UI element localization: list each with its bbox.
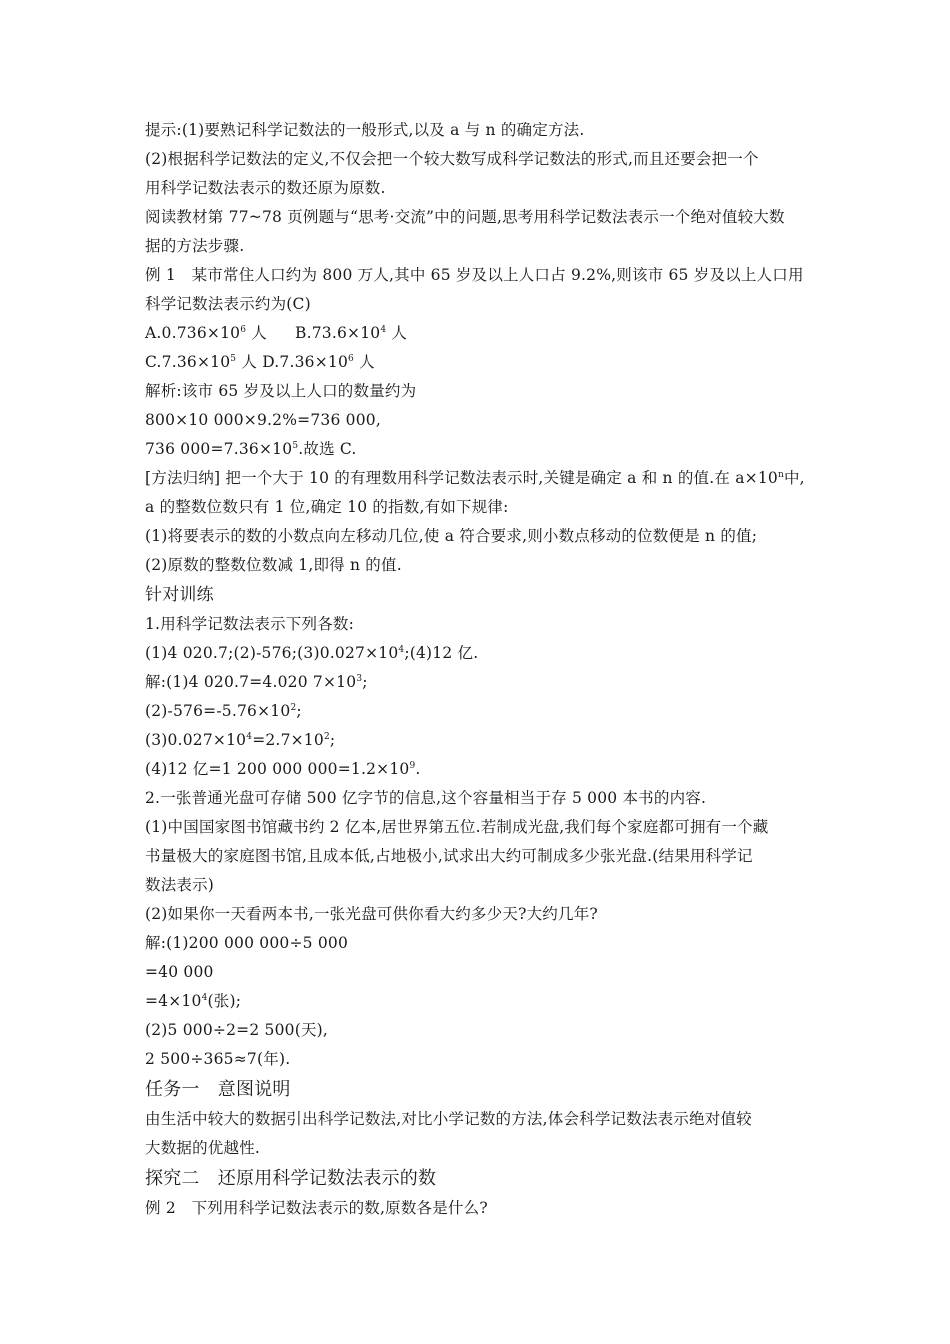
training-q1-items: (1)4 $020.7;(2)-576;(3)0.027\times 10^4;(4)12$ 亿. <box>145 644 479 662</box>
training-a2-2: =40 000 <box>145 963 214 981</box>
option-a: $A.0.736\times 10^6$ 人 <box>145 324 267 342</box>
method-line-1: [方法归纳] 把一个大于 10 的有理数用科学记数法表示时,关键是确定 a 和 n 的值.在 $a\times 10^n$中, <box>145 469 805 487</box>
training-a1-2: $(2)-576=-5.76\times 10^2$; <box>145 702 302 720</box>
option-c: $C.7.36\times 10^5$ 人 <box>145 353 258 371</box>
example1-solution-3: 736 $000=7.36\times 10^5$.故选 C. <box>145 440 357 458</box>
training-a1-4: (4)12 亿=1 200 000 $000=1.2\times 10^9$. <box>145 760 421 778</box>
hint-line-1: 提示:(1)要熟记科学记数法的一般形式,以及 a 与 n 的确定方法. <box>145 121 585 139</box>
training-q1: 1.用科学记数法表示下列各数: <box>145 615 355 633</box>
example1-line-1: 例 1 某市常住人口约为 800 万人,其中 65 岁及以上人口占 9.2%,则该市 65 岁及以上人口用 <box>145 266 804 284</box>
training-q2-2: (2)如果你一天看两本书,一张光盘可供你看大约多少天?大约几年? <box>145 905 598 923</box>
example1-solution-1: 解析:该市 65 岁及以上人口的数量约为 <box>145 382 417 400</box>
training-a1-3: $(3)0.027\times 10^4=2.7\times 10^2$; <box>145 731 336 749</box>
training-a2-1: 解:(1)200 000 000÷5 000 <box>145 934 349 952</box>
training-title: 针对训练 <box>145 585 214 605</box>
document-content <box>145 116 815 1223</box>
training-a2-3: $=4\times 10^4$(张); <box>145 992 242 1010</box>
method-line-4: (2)原数的整数位数减 1,即得 n 的值. <box>145 556 402 574</box>
task1-line-1: 由生活中较大的数据引出科学记数法,对比小学记数的方法,体会科学记数法表示绝对值较 <box>145 1110 752 1128</box>
training-q2-1-line-2: 书量极大的家庭图书馆,且成本低,占地极小,试求出大约可制成多少张光盘.(结果用科学记 <box>145 847 753 865</box>
training-q2: 2.一张普通光盘可存储 500 亿字节的信息,这个容量相当于存 5 000 本书的内容. <box>145 789 707 807</box>
option-b: $B.73.6\times 10^4$ 人 <box>295 324 408 342</box>
example1-solution-2: 800×10 000×9.2%=736 000, <box>145 411 381 429</box>
example1-options-ab <box>145 319 815 348</box>
option-d: $D.7.36\times 10^6$ 人 <box>262 353 375 371</box>
reading-line-1: 阅读教材第 77~78 页例题与“思考·交流”中的问题,思考用科学记数法表示一个绝对值较大数 <box>145 208 785 226</box>
hint-line-3: 用科学记数法表示的数还原为原数. <box>145 179 386 197</box>
training-q2-1-line-1: (1)中国国家图书馆藏书约 2 亿本,居世界第五位.若制成光盘,我们每个家庭都可拥有一个藏 <box>145 818 769 836</box>
hint-line-2: (2)根据科学记数法的定义,不仅会把一个较大数写成科学记数法的形式,而且还要会把一个 <box>145 150 759 168</box>
reading-line-2: 据的方法步骤. <box>145 237 245 255</box>
example1-line-2: 科学记数法表示约为(C) <box>145 295 311 313</box>
explore2-title: 探究二 还原用科学记数法表示的数 <box>145 1168 437 1189</box>
training-a2-4: (2)5 000÷2=2 500(天), <box>145 1021 329 1039</box>
training-a1-1: 解:(1)4 020.7=4.020 $7\times 10^3$; <box>145 673 368 691</box>
task1-line-2: 大数据的优越性. <box>145 1139 261 1157</box>
training-q2-1-line-3: 数法表示) <box>145 876 215 894</box>
method-line-3: (1)将要表示的数的小数点向左移动几位,使 a 符合要求,则小数点移动的位数便是 n 的值; <box>145 527 758 545</box>
method-line-2: a 的整数位数只有 1 位,确定 10 的指数,有如下规律: <box>145 498 509 516</box>
example2-line: 例 2 下列用科学记数法表示的数,原数各是什么? <box>145 1199 488 1217</box>
training-a2-5: 2 500÷365≈7(年). <box>145 1050 291 1068</box>
example1-options-cd <box>145 348 815 377</box>
task1-title: 任务一 意图说明 <box>145 1079 291 1100</box>
